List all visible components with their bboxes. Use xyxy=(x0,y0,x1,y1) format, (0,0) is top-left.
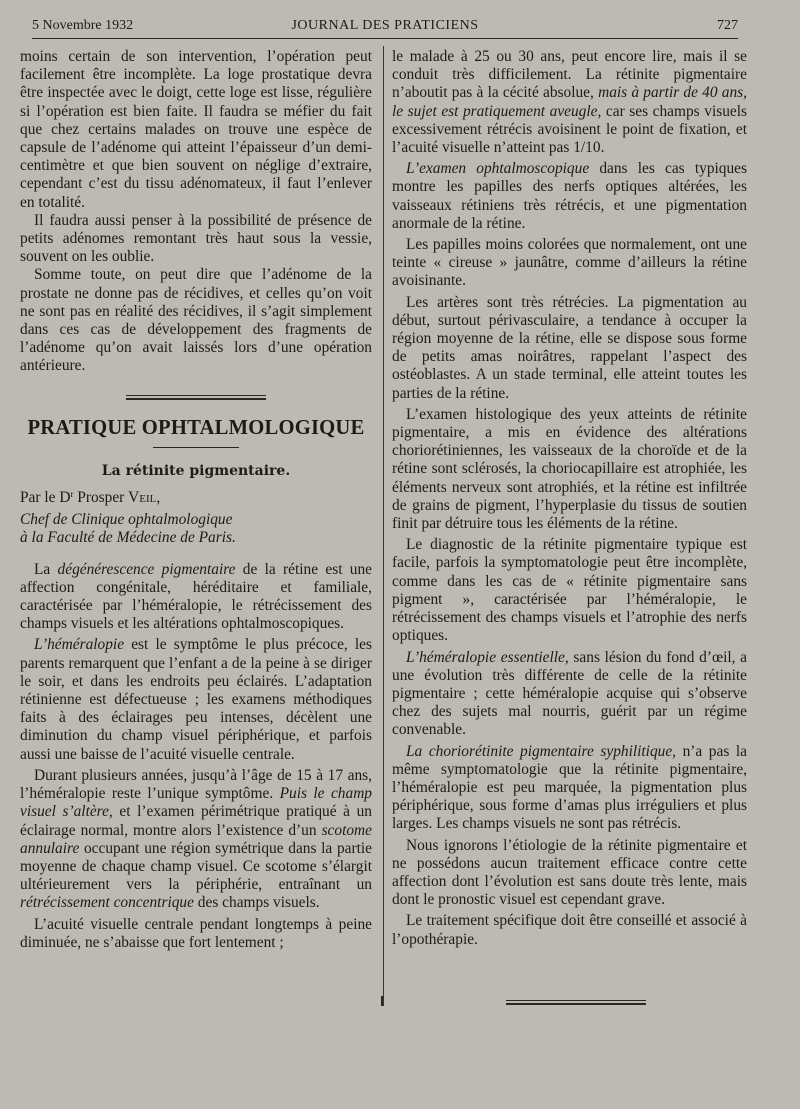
paragraph: Les artères sont très rétrécies. La pigmentation au début, surtout périvasculaire, a tendance à occuper la région moyenne de la rétine, elle se dispose sous forme de petits amas noirâtres, rappelant l’aspect des ostéoblastes. A un stade terminal, elle atteint toutes les parties de la rétine. xyxy=(392,293,747,402)
affiliation-line: Chef de Clinique ophtalmologique xyxy=(20,510,233,528)
byline: Par le $D^r$ Prosper Veil, xyxy=(20,488,161,506)
paragraph: Le traitement spécifique doit être conseillé et associé à l’opothérapie. xyxy=(392,912,747,948)
paragraph: Il faudra aussi penser à la possibilité de présence de petits adénomes remontant très haut sous la vessie, souvent on les oublie. xyxy=(20,211,372,266)
section-separator xyxy=(126,395,266,400)
paragraph: Le diagnostic de la rétinite pigmentaire typique est facile, parfois la symptomatologie peut être incomplète, comme dans les cas de « rétinite pigmentaire sans pigment », caractérisée par l’héméralopie, le rétrécissement des champs visuels et l’atrophie des nerfs optiques. xyxy=(392,536,747,645)
affiliation-line: à la Faculté de Médecine de Paris. xyxy=(20,528,236,546)
article-end-separator xyxy=(506,1000,646,1005)
journal-title: JOURNAL DES PRATICIENS xyxy=(291,18,479,33)
paragraph: L’examen histologique des yeux atteints de rétinite pigmentaire, a mis en évidence des altérations choriorétiniennes, les vaisseaux de la choroïde et de la rétine sont sclérosés, la choriocapillaire est atrophiée, les éléments nerveux sont atrophiés, et la rétine est infiltrée de grains de pigment, l’hyperplasie du tissus de soutien finit par détruire tous les éléments de la rétine. xyxy=(392,405,747,533)
paragraph: L’acuité visuelle centrale pendant longtemps à peine diminuée, ne s’abaisse que fort lentement ; xyxy=(20,915,372,951)
column-divider xyxy=(383,46,384,1006)
article-title: La rétinite pigmentaire. xyxy=(101,462,291,479)
right-column xyxy=(392,48,747,949)
author-surname: Veil, xyxy=(128,488,161,506)
paragraph: le malade à 25 ou 30 ans, peut encore lire, mais il se conduit très difficilement. La rétinite pigmentaire n’aboutit pas à la cécité absolue, mais à partir de 40 ans, le sujet est pratiquement aveugle, car ses champs visuels excessivement rétrécis avoisinent le point de fixation, et l’acuité visuelle n’atteint pas 1/10. xyxy=(392,48,748,157)
paragraph: Les papilles moins colorées que normalement, ont une teinte « cireuse » jaunâtre, comme d’ailleurs la rétine avoisinante. xyxy=(392,236,747,290)
paragraph: L’héméralopie est le symptôme le plus précoce, les parents remarquent que l’enfant a de la peine à se diriger le soir, et dans les endroits peu éclairés. L’adaptation rétinienne est défectueuse ; les examens méthodiques faits à des éclairages peu intenses, décèlent une diminution du champ visuel périphérique, et parfois aussi une baisse de l’acuité visuelle centrale. xyxy=(20,636,372,763)
column-end-mark xyxy=(381,996,386,1006)
title-rule xyxy=(153,447,239,448)
paragraph: La dégénérescence pigmentaire de la rétine est une affection congénitale, héréditaire et familiale, caractérisée par l’héméralopie, le rétrécissement des champs visuels et les altérations ophtalmoscopiques. xyxy=(20,560,372,633)
left-column xyxy=(20,48,372,952)
paragraph-continued: moins certain de son intervention, l’opération peut facilement être incomplète. La loge prostatique devra être inspectée avec le doigt, cette loge est lisse, régulière si l’opération est bien faite. Il faudra se méfier du fait que chez certains malades on trouve une espèce de capsule de l’adénome qui atteint l’épaisseur d’un demi-centimètre et que bien souvent on néglige d’extraire, cependant c’est du tissu adénomateux, il faut l’enlever en totalité. xyxy=(20,48,372,211)
paragraph: Durant plusieurs années, jusqu’à l’âge de 15 à 17 ans, l’héméralopie reste l’unique symptôme. Puis le champ visuel s’altère, et l’examen périmétrique pratiqué à un éclairage normal, montre alors l’existence d’un scotome annulaire occupant une région symétrique dans la partie moyenne de chaque champ visuel. Ce scotome s’élargit ultérieurement vers la périphérie, entraînant un rétrécissement concentrique des champs visuels. xyxy=(20,766,372,912)
paragraph: La choriorétinite pigmentaire syphilitique, n’a pas la même symptomatologie que la rétinite pigmentaire, l’héméralopie est peu marquée, la pigmentation plus périphérique, sous forme d’amas plus irréguliers et plus larges. Les champs visuels ne sont pas rétrécis. xyxy=(392,742,747,833)
section-title: PRATIQUE OPHTALMOLOGIQUE xyxy=(27,414,365,439)
paragraph: L’héméralopie essentielle, sans lésion du fond d’œil, a une évolution très différente de celle de la rétinite pigmentaire ; cette héméralopie acquise qui s’observe chez des sujets mal nourris, guérit par un régime convenable. xyxy=(392,648,748,739)
paragraph: L’examen ophtalmoscopique dans les cas typiques montre les papilles des nerfs optiques altérées, les vaisseaux rétiniens très rétrécis, et une pigmentation anormale de la rétine. xyxy=(392,160,747,232)
header-rule xyxy=(32,38,738,39)
issue-date: 5 Novembre 1932 xyxy=(32,18,134,33)
page-number: 727 xyxy=(717,18,738,33)
running-header xyxy=(32,18,738,38)
paragraph: Somme toute, on peut dire que l’adénome de la prostate ne donne pas de récidives, et celles qu’on voit ne sont pas en réalité des récidives, il s’agit simplement dans ces cas de développement des fragments de l’adénome qu’on avait laissés lors d’une opération antérieure. xyxy=(20,266,372,375)
paragraph: Nous ignorons l’étiologie de la rétinite pigmentaire et ne possédons aucun traitement efficace contre cette affection dont l’évolution est sans doute très lente, mais dont le pronostic visuel est cependant grave. xyxy=(392,836,747,909)
